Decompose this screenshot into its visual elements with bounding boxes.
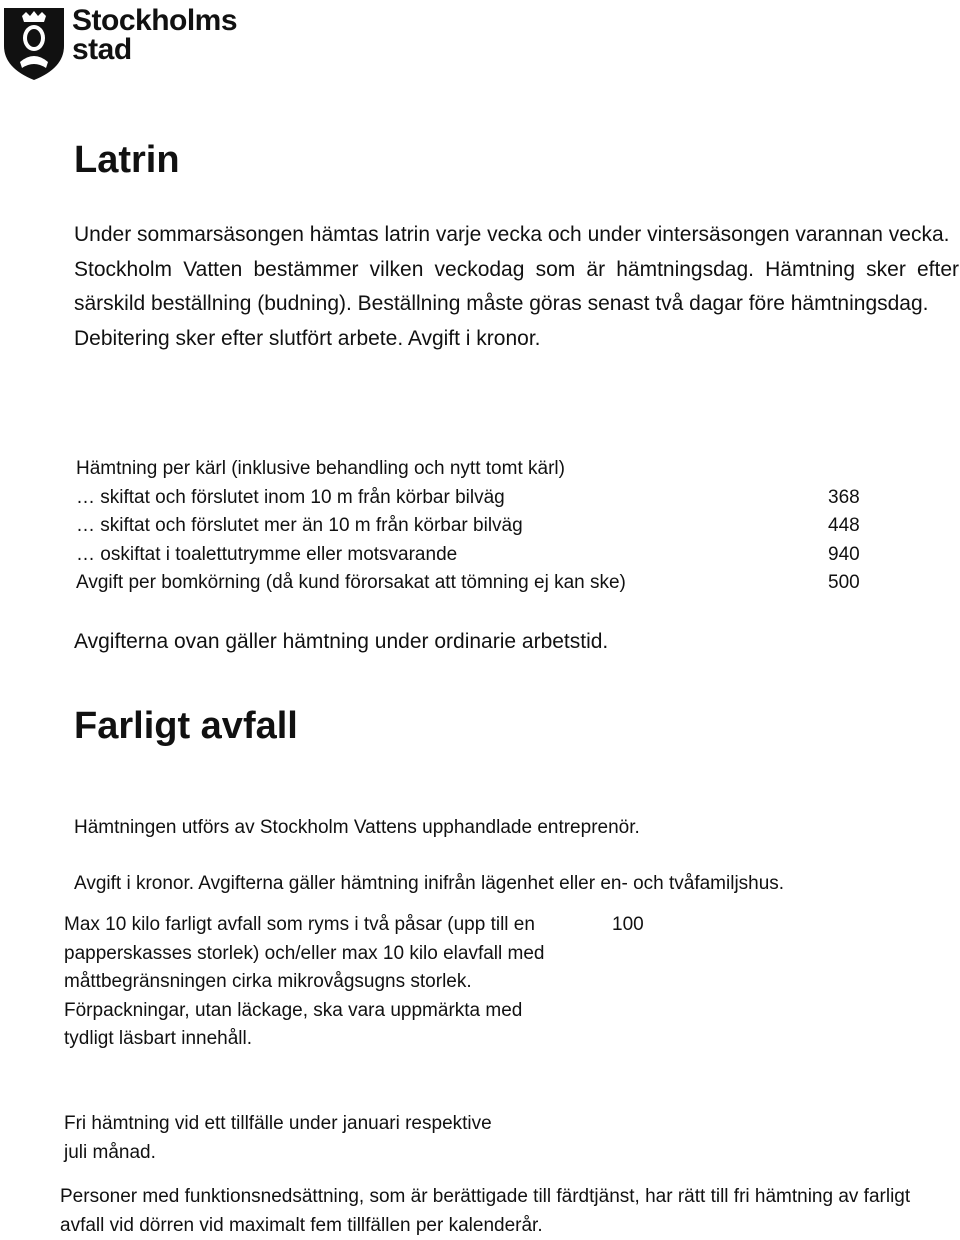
- latrin-fee-table: [76, 455, 866, 598]
- latrin-paragraph: Stockholm Vatten bestämmer vilken veckodag som är hämtningsdag. Hämtning sker efter särskild beställning (budning). Beställning måste göras senast två dagar före hämtningsdag.: [74, 257, 959, 315]
- section-title-farligt-avfall: Farligt avfall: [74, 705, 298, 747]
- fee-row: [76, 569, 866, 598]
- latrin-paragraphs: [74, 218, 959, 356]
- fee-row-value: 500: [828, 572, 860, 593]
- farligt-item-value: 100: [612, 914, 644, 935]
- fee-row-value: 448: [828, 515, 860, 536]
- fee-row-value: 368: [828, 486, 860, 508]
- fee-row: [76, 512, 866, 541]
- coat-of-arms-icon: [2, 2, 66, 82]
- fee-row-value: 940: [828, 543, 860, 565]
- farligt-disability-note: Personer med funktionsnedsättning, som är berättigade till färdtjänst, har rätt till fri hämtning av farligt avfall vid dörren vid maximalt fem tillfällen per kalenderår.: [60, 1186, 911, 1236]
- latrin-paragraph: Under sommarsäsongen hämtas latrin varje vecka och under vintersäsongen varannan vecka.: [74, 223, 950, 246]
- farligt-fee-note: Avgift i kronor. Avgifterna gäller hämtning inifrån lägenhet eller en- och tvåfamiljshus.: [74, 873, 785, 894]
- farligt-item-text: Max 10 kilo farligt avfall som ryms i två påsar (upp till en papperskasses storlek) och/eller max 10 kilo elavfall med måttbegränsningen cirka mikrovågsugns storlek. Förpackningar, utan läckage, ska vara uppmärkta med tydligt läsbart innehåll.: [64, 914, 545, 1049]
- farligt-intro: Hämtningen utförs av Stockholm Vattens upphandlade entreprenör.: [74, 817, 640, 838]
- logo-text-line1: Stockholms: [72, 4, 238, 37]
- fee-row: [76, 541, 866, 570]
- fee-row-label: … skiftat och förslutet mer än 10 m från körbar bilväg: [76, 515, 523, 536]
- fee-row-label: … oskiftat i toalettutrymme eller motsvarande: [76, 543, 458, 565]
- section-title-latrin: Latrin: [74, 139, 180, 181]
- fee-row-label: … skiftat och förslutet inom 10 m från körbar bilväg: [76, 486, 505, 508]
- farligt-free-pickup: Fri hämtning vid ett tillfälle under januari respektive juli månad.: [64, 1113, 492, 1163]
- latrin-paragraph: Debitering sker efter slutfört arbete. Avgift i kronor.: [74, 326, 541, 350]
- latrin-footnote: Avgifterna ovan gäller hämtning under ordinarie arbetstid.: [74, 630, 609, 653]
- fee-row: [76, 484, 866, 513]
- logo-text-line2: stad: [72, 33, 132, 66]
- fee-row-label: Avgift per bomkörning (då kund förorsakat att tömning ej kan ske): [76, 572, 626, 593]
- fee-table-header: Hämtning per kärl (inklusive behandling och nytt tomt kärl): [76, 458, 565, 479]
- stockholms-stad-logo: [2, 2, 242, 82]
